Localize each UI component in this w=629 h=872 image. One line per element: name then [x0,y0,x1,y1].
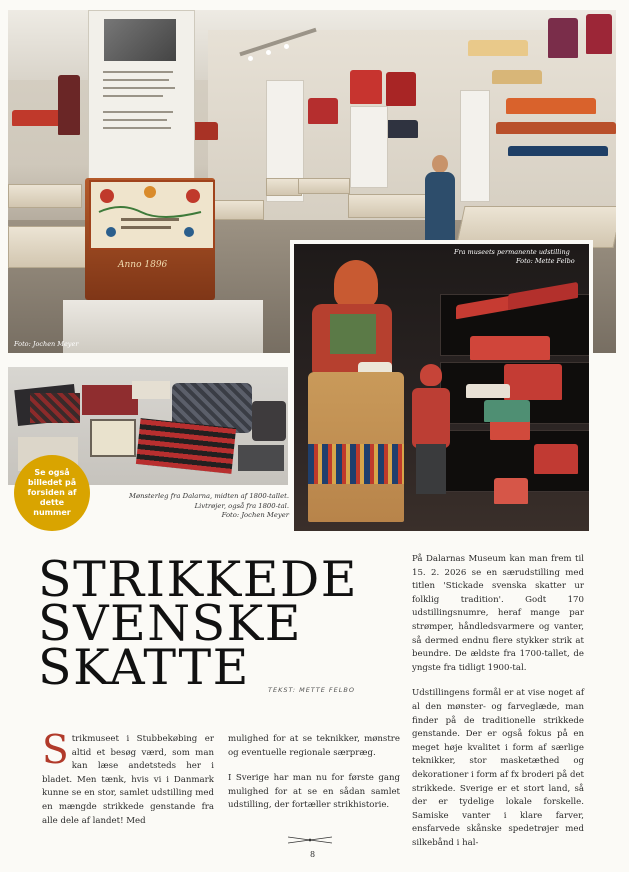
byline: TEKST: METTE FELBO [268,686,355,694]
chest-inscription: Anno 1896 [118,260,168,270]
costume-caption-1: Fra museets permanente udstilling [454,248,570,256]
column-2 [228,733,400,825]
col3-paragraph-1: På Dalarnas Museum kan man frem til 15. 2. 2026 se en særudstilling med titlen 'Stickade svenska skatter ur folklig tradition'. Godt 170 udstillingsnumre, heraf mange par strømper, håndledsvarmere og vanter, så dermed endnu flere stykker strik at beundre. De ældste fra 1700-tallet, de yngste fra tidligt 1900-tal. [412,554,584,673]
title-line-2: SVENSKE [38,595,303,652]
title-line-1: STRIKKEDE [38,551,359,608]
col2-paragraph-2: I Sverige har man nu for første gang mulighed for at se en sådan samlet udstilling, der fortæller strikhistorie. [228,773,400,811]
samples-caption-line2: Livtrøjer, også fra 1800-tal. [194,501,289,510]
samples-caption-line1: Mønsterleg fra Dalarna, midten af 1800-tallet. [129,492,289,500]
page-number: 8 [310,850,316,859]
photo-credit: Foto: Jochen Meyer [14,340,79,348]
column-3 [412,553,584,862]
samples-caption [126,492,289,521]
costume-caption-2: Foto: Mette Felbo [516,257,575,265]
cover-reference-badge: Se også billedet på forsiden af dette nummer [14,455,90,531]
samples-caption-line3: Foto: Jochen Meyer [221,511,289,519]
title-line-3: SKATTE [38,639,250,696]
costume-display-photo [290,240,593,535]
info-banner [88,10,195,192]
col1-paragraph-1: trikmuseet i Stubbekøbing er altid et besøg værd, som man kan læse andetsteds her i bladet. Men tænk, hvis vi i Danmark kunne se en stor, samlet udstilling med en mængde strikkede genstande fra alle dele af landet! Med [42,734,214,826]
col2-paragraph-1: mulighed for at se teknikker, mønstre og eventuelle regionale særpræg. [228,734,400,758]
drop-cap: S [42,728,69,773]
col3-paragraph-2: Udstillingens formål er at vise noget af al den mønster- og farveglæde, man finder på de traditionelle strikkede genstande. Der er også fokus på en meget høje kvalitet i form af særlige teknikker, stor masketæthed og dekorationer i form af fx broderi på det strikkede. Sverige er et stort land, så der er tydelige lokale forskelle. Samiske vanter i klare farver, ensfarvede skånske spedetrøjer med silkebånd i hal- [412,688,585,848]
knitting-needles-ornament [288,836,332,844]
column-1 [42,728,214,840]
article-title [38,551,359,696]
